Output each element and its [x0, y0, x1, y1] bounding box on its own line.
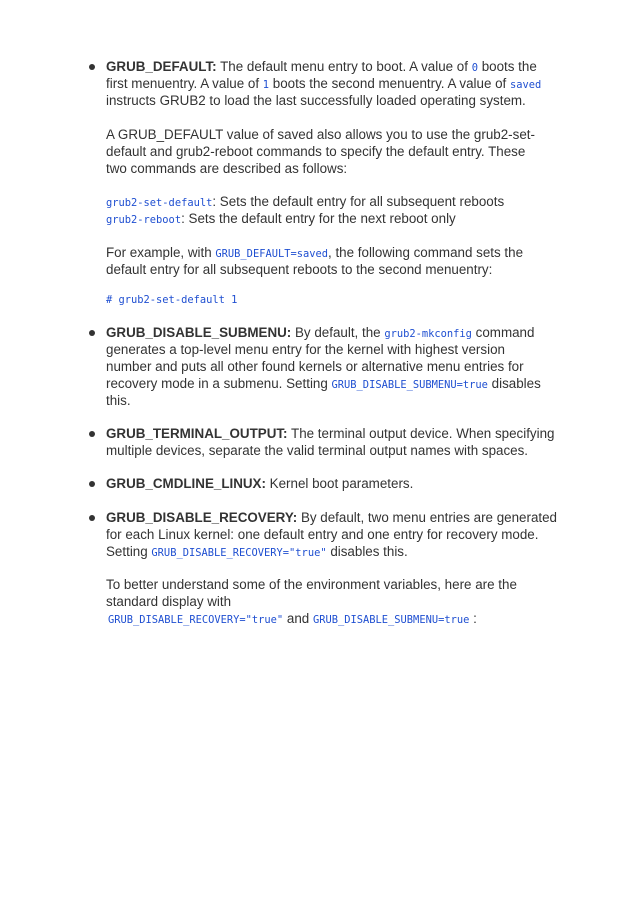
inline-code: GRUB_DISABLE_RECOVERY="true" [108, 614, 284, 626]
grub-cmdline-linux-line-1: GRUB_CMDLINE_LINUX: Kernel boot parameters. [106, 476, 414, 491]
term-grub-disable-recovery: GRUB_DISABLE_RECOVERY: [106, 510, 298, 525]
inline-code: GRUB_DEFAULT=saved [215, 248, 329, 260]
grub-disable-submenu-line-5: this. [106, 393, 131, 408]
inline-code: GRUB_DISABLE_RECOVERY="true" [151, 547, 327, 559]
inline-code: grub2-set-default [106, 197, 213, 209]
grub-disable-submenu-line-2: generates a top-level menu entry for the kernel with highest version [106, 342, 505, 357]
inline-code: saved [510, 79, 542, 91]
grub-disable-submenu-line-1: GRUB_DISABLE_SUBMENU: By default, the grub2-mkconfig command [106, 325, 535, 340]
grub-default-line-2: first menuentry. A value of 1 boots the second menuentry. A value of saved [106, 76, 542, 91]
term-grub-disable-submenu: GRUB_DISABLE_SUBMENU: [106, 325, 292, 340]
cmd-set-default-line: grub2-set-default: Sets the default entry for all subsequent reboots [106, 194, 505, 209]
grub-default-para-line-1: A GRUB_DEFAULT value of saved also allows you to use the grub2-set- [106, 127, 535, 142]
grub-disable-recovery-para-line-2: standard display with [106, 594, 232, 609]
grub-disable-recovery-para-line-3: GRUB_DISABLE_RECOVERY="true" and GRUB_DISABLE_SUBMENU=true : [108, 611, 477, 626]
bullet-icon [89, 431, 95, 437]
inline-code: grub2-mkconfig [384, 328, 472, 340]
inline-code: GRUB_DISABLE_SUBMENU=true [331, 379, 488, 391]
bullet-icon [89, 330, 95, 336]
grub-disable-recovery-para-line-1: To better understand some of the environment variables, here are the [106, 577, 517, 592]
grub-disable-recovery-line-3: Setting GRUB_DISABLE_RECOVERY="true" disables this. [106, 544, 408, 559]
bullet-icon [89, 515, 95, 521]
grub-disable-recovery-line-1: GRUB_DISABLE_RECOVERY: By default, two menu entries are generated [106, 510, 558, 525]
inline-code: 0 [471, 62, 478, 74]
bullet-icon [89, 64, 95, 70]
grub-default-para-line-3: two commands are described as follows: [106, 161, 348, 176]
inline-code: 1 [262, 79, 270, 91]
grub-terminal-output-line-1: GRUB_TERMINAL_OUTPUT: The terminal output device. When specifying [106, 426, 555, 441]
example-line-1: For example, with GRUB_DEFAULT=saved, the following command sets the [106, 245, 524, 260]
example-line-2: default entry for all subsequent reboots to the second menuentry: [106, 262, 493, 277]
grub-default-line-3: instructs GRUB2 to load the last successfully loaded operating system. [106, 93, 526, 108]
bullet-icon [89, 481, 95, 487]
grub-default-para-line-2: default and grub2-reboot commands to specify the default entry. These [106, 144, 526, 159]
term-grub-terminal-output: GRUB_TERMINAL_OUTPUT: [106, 426, 288, 441]
term-grub-default: GRUB_DEFAULT: [106, 59, 217, 74]
term-grub-cmdline-linux: GRUB_CMDLINE_LINUX: [106, 476, 266, 491]
grub-terminal-output-line-2: multiple devices, separate the valid terminal output names with spaces. [106, 443, 529, 458]
inline-code: grub2-reboot [106, 214, 182, 226]
example-command-code: # grub2-set-default 1 [106, 294, 238, 306]
grub-disable-submenu-line-4: recovery mode in a submenu. Setting GRUB_DISABLE_SUBMENU=true disables [106, 376, 541, 391]
grub-default-line-1: GRUB_DEFAULT: The default menu entry to boot. A value of 0 boots the [106, 59, 537, 74]
grub-disable-recovery-line-2: for each Linux kernel: one default entry and one entry for recovery mode. [106, 527, 539, 542]
cmd-reboot-line: grub2-reboot: Sets the default entry for the next reboot only [106, 211, 456, 226]
inline-code: GRUB_DISABLE_SUBMENU=true [312, 614, 470, 626]
grub-disable-submenu-line-3: number and puts all other found kernels or alternative menu entries for [106, 359, 524, 374]
